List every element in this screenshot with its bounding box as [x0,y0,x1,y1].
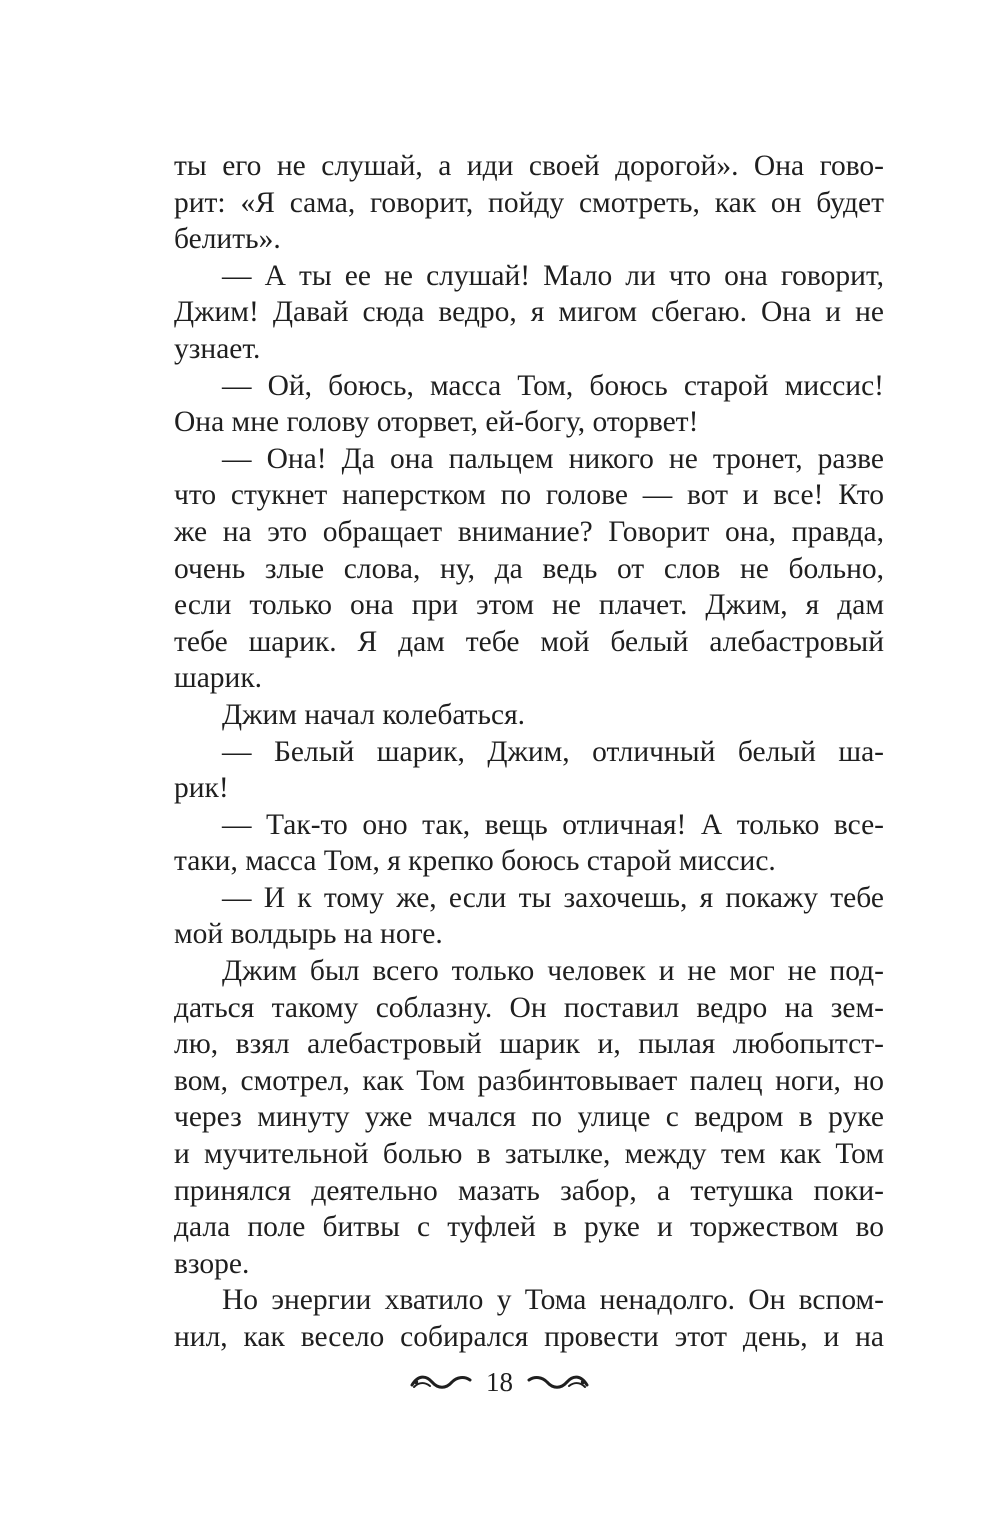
text-line: узнает. [174,332,261,365]
text-line: же на это обращает внимание? Говорит она, правда, [174,515,884,548]
text-line: Джим! Давай сюда ведро, я мигом сбегаю. Она и не [174,296,884,329]
text-line: Джим был всего только человек и не мог не под- [222,955,884,988]
right-ornament-icon [527,1371,589,1393]
text-line: Джим начал колебаться. [222,698,526,731]
text-line: — А ты ее не слушай! Мало ли что она говорит, [222,259,884,292]
text-line: таки, масса Том, я крепко боюсь старой миссис. [174,845,776,878]
text-line: даться такому соблазну. Он поставил ведро на зем- [174,991,884,1024]
page-footer [0,1362,999,1402]
text-line: — Ой, боюсь, масса Том, боюсь старой миссис! [222,369,884,402]
text-line: вом, смотрел, как Том разбинтовывает палец ноги, но [174,1064,884,1097]
text-line: очень злые слова, ну, да ведь от слов не больно, [174,552,884,585]
text-line: лю, взял алебастровый шарик и, пылая любопытст- [174,1028,884,1061]
text-line: дала поле битвы с туфлей в руке и торжеством во [174,1211,884,1244]
text-line: тебе шарик. Я дам тебе мой белый алебастровый [174,625,884,658]
text-line: Она мне голову оторвет, ей-богу, оторвет! [174,406,699,439]
text-line: рик! [174,772,229,805]
text-line: что стукнет наперстком по голове — вот и все! Кто [174,479,884,512]
text-line: взоре. [174,1247,250,1280]
text-line: — Так-то оно так, вещь отличная! А только все- [222,808,884,841]
text-line: мой волдырь на ноге. [174,918,443,951]
text-line: нил, как весело собирался провести этот день, и на [174,1321,884,1353]
text-line: через минуту уже мчался по улице с ведром в руке [174,1101,884,1134]
text-line: если только она при этом не плачет. Джим, я дам [174,589,884,622]
page-number: 18 [486,1366,513,1397]
text-line: Но энергии хватило у Тома ненадолго. Он вспом- [222,1284,884,1317]
text-line: принялся деятельно мазать забор, а тетушка поки- [174,1174,884,1207]
text-line: — И к тому же, если ты захочешь, я покажу тебе [222,881,884,914]
body-text [174,148,884,1356]
left-ornament-icon [410,1371,472,1393]
text-line: — Она! Да она пальцем никого не тронет, разве [222,442,884,475]
text-line: и мучительной болью в затылке, между тем как Том [174,1138,884,1171]
text-line: рит: «Я сама, говорит, пойду смотреть, как он будет [174,186,884,219]
text-line: белить». [174,223,281,256]
text-line: шарик. [174,662,263,695]
text-line: ты его не слушай, а иди своей дорогой». Она гово- [174,150,884,182]
text-line: — Белый шарик, Джим, отличный белый ша- [222,735,884,768]
